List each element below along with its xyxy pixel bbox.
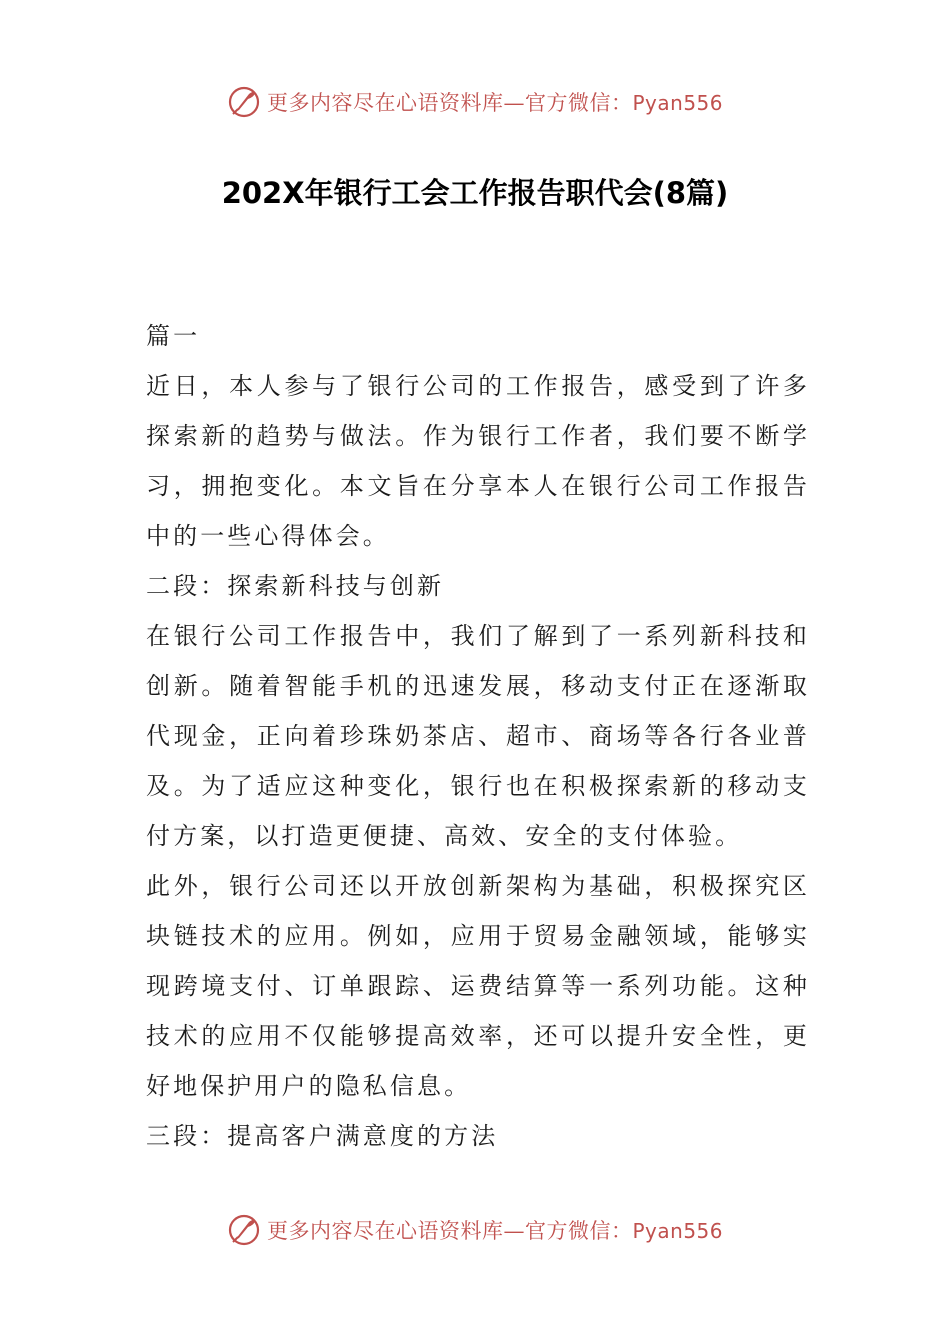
header-watermark bbox=[0, 82, 950, 122]
paragraph: 此外，银行公司还以开放创新架构为基础，积极探究区块链技术的应用。例如，应用于贸易金融领域，能够实现跨境支付、订单跟踪、运费结算等一系列功能。这种技术的应用不仅能够提高效率，还可以提升安全性，更好地保护用户的隐私信息。 bbox=[146, 872, 810, 1100]
document-title: 202X年银行工会工作报告职代会(8篇) bbox=[221, 176, 729, 210]
watermark-text: 更多内容尽在心语资料库—官方微信：Pyan556 bbox=[266, 91, 723, 115]
paragraph: 在银行公司工作报告中，我们了解到了一系列新科技和创新。随着智能手机的迅速发展，移动支付正在逐渐取代现金，正向着珍珠奶茶店、超市、商场等各行各业普及。为了适应这种变化，银行也在积极探索新的移动支付方案，以打造更便捷、高效、安全的支付体验。 bbox=[146, 622, 810, 850]
section-heading: 二段：探索新科技与创新 bbox=[146, 572, 445, 600]
quill-pen-logo-icon bbox=[227, 85, 261, 119]
paragraph: 近日，本人参与了银行公司的工作报告，感受到了许多探索新的趋势与做法。作为银行工作者，我们要不断学习，拥抱变化。本文旨在分享本人在银行公司工作报告中的一些心得体会。 bbox=[146, 372, 810, 550]
section-heading: 篇一 bbox=[146, 322, 201, 350]
watermark-text: 更多内容尽在心语资料库—官方微信：Pyan556 bbox=[266, 1219, 723, 1243]
footer-watermark bbox=[0, 1210, 950, 1250]
document-body bbox=[146, 311, 810, 1161]
section-heading: 三段：提高客户满意度的方法 bbox=[146, 1122, 499, 1150]
quill-pen-logo-icon bbox=[227, 1213, 261, 1247]
